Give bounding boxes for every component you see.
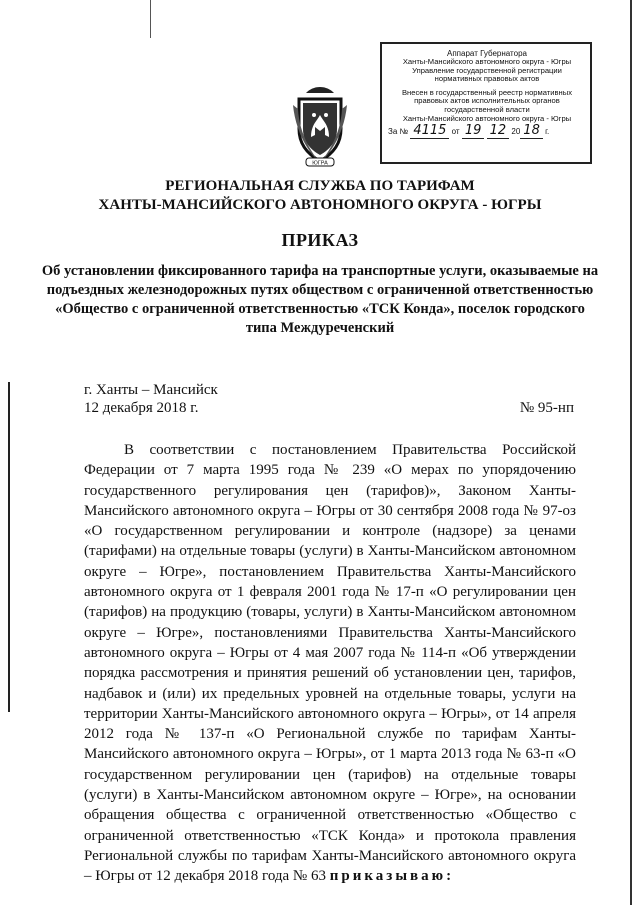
scan-artifact-right xyxy=(630,0,632,905)
registration-stamp xyxy=(380,42,592,164)
stamp-reg-prefix: За № xyxy=(388,127,409,137)
stamp-reg-year-prefix: 20 xyxy=(511,127,521,137)
stamp-line: правовых актов исполнительных органов xyxy=(414,96,560,106)
stamp-reg-suffix: г. xyxy=(545,127,550,137)
order-word: приказываю: xyxy=(329,868,455,885)
scan-artifact-left xyxy=(8,382,10,712)
preamble-paragraph xyxy=(84,440,576,887)
document-date: 12 декабря 2018 г. xyxy=(84,400,199,416)
stamp-reg-month: 12 xyxy=(487,123,510,139)
document-type-title: ПРИКАЗ xyxy=(281,230,359,250)
stamp-line: Ханты-Мансийского автономного округа - Югры xyxy=(402,57,572,66)
org-name-line2: ХАНТЫ-МАНСИЙСКОГО АВТОНОМНОГО ОКРУГА - ЮГРЫ xyxy=(98,197,542,213)
stamp-line: нормативных правовых актов xyxy=(434,74,540,84)
document-number: № 95-нп xyxy=(519,400,574,416)
stamp-reg-year: 18 xyxy=(520,123,543,139)
org-name-line1: РЕГИОНАЛЬНАЯ СЛУЖБА ПО ТАРИФАМ xyxy=(165,178,475,194)
preamble-text: В соответствии с постановлением Правительства Российской Федерации от 7 марта 1995 года № 239 «О мерах по упорядочению государственного регулирования цен (тарифов)», Законом Ханты-Мансийского автономного округа – Югры от 30 сентября 2008 года № 97-оз «О государственном регулировании и контроле (надзоре) за ценами (тарифами) на отдельные товары (услуги) в Ханты-Мансийском автономном округе – Югре», постановлением Правительства Ханты-Мансийского автономного округа от 1 февраля 2001 года № 17-п «О регулировании цен (тарифов) на продукцию (товары, услуги) в Ханты-Мансийском автономном округе – Югре», постановлениями Правительства Ханты-Мансийского автономного округа – Югры от 4 мая 2007 года № 114-п «Об утверждении порядка рассмотрения и принятия решений об установлении цен, тарифов, надбавок и (или) их предельных уровней на отдельные товары, услуги на территории Ханты-Мансийского автономного округа – Югры», от 14 апреля 2012 года № 137-п «О Региональной службе по тарифам Ханты-Мансийского автономного округа – Югры», от 1 марта 2013 года № 63-п «О государственном регулировании цен (тарифов) на отдельные товары (услуги) в Ханты-Мансийском автономном округе – Югре», на основании обращения общества с ограниченной ответственностью «Общество с ограниченной ответственностью «ТСК Конда» и протокола правления Региональной службы по тарифам Ханты-Мансийского автономного округа – Югры от 12 декабря 2018 года № 63 xyxy=(84,442,576,885)
stamp-line: Аппарат Губернатора xyxy=(447,49,527,58)
document-subject: Об установлении фиксированного тарифа на транспортные услуги, оказываемые на подъездных железнодорожных путях обществом с ограниченной ответственностью «Общество с ограниченной ответственностью «ТСК Конда», поселок городского типа Междуреченский xyxy=(41,263,599,336)
stamp-reg-day: 19 xyxy=(462,123,485,139)
scan-artifact-top xyxy=(150,0,151,38)
stamp-line: государственной власти xyxy=(444,104,530,114)
stamp-reg-number: 4115 xyxy=(410,123,449,139)
stamp-line: Ханты-Мансийского автономного округа - Югры xyxy=(402,113,572,123)
coat-of-arms-icon xyxy=(289,85,351,167)
stamp-line: Управление государственной регистрации xyxy=(412,65,562,75)
stamp-line: Внесен в государственный реестр нормативных xyxy=(401,87,573,97)
stamp-reg-mid: от xyxy=(451,127,460,137)
document-place: г. Ханты – Мансийск xyxy=(84,382,218,398)
emblem-label: ЮГРА xyxy=(312,160,328,167)
stamp-registration-line xyxy=(388,123,586,139)
